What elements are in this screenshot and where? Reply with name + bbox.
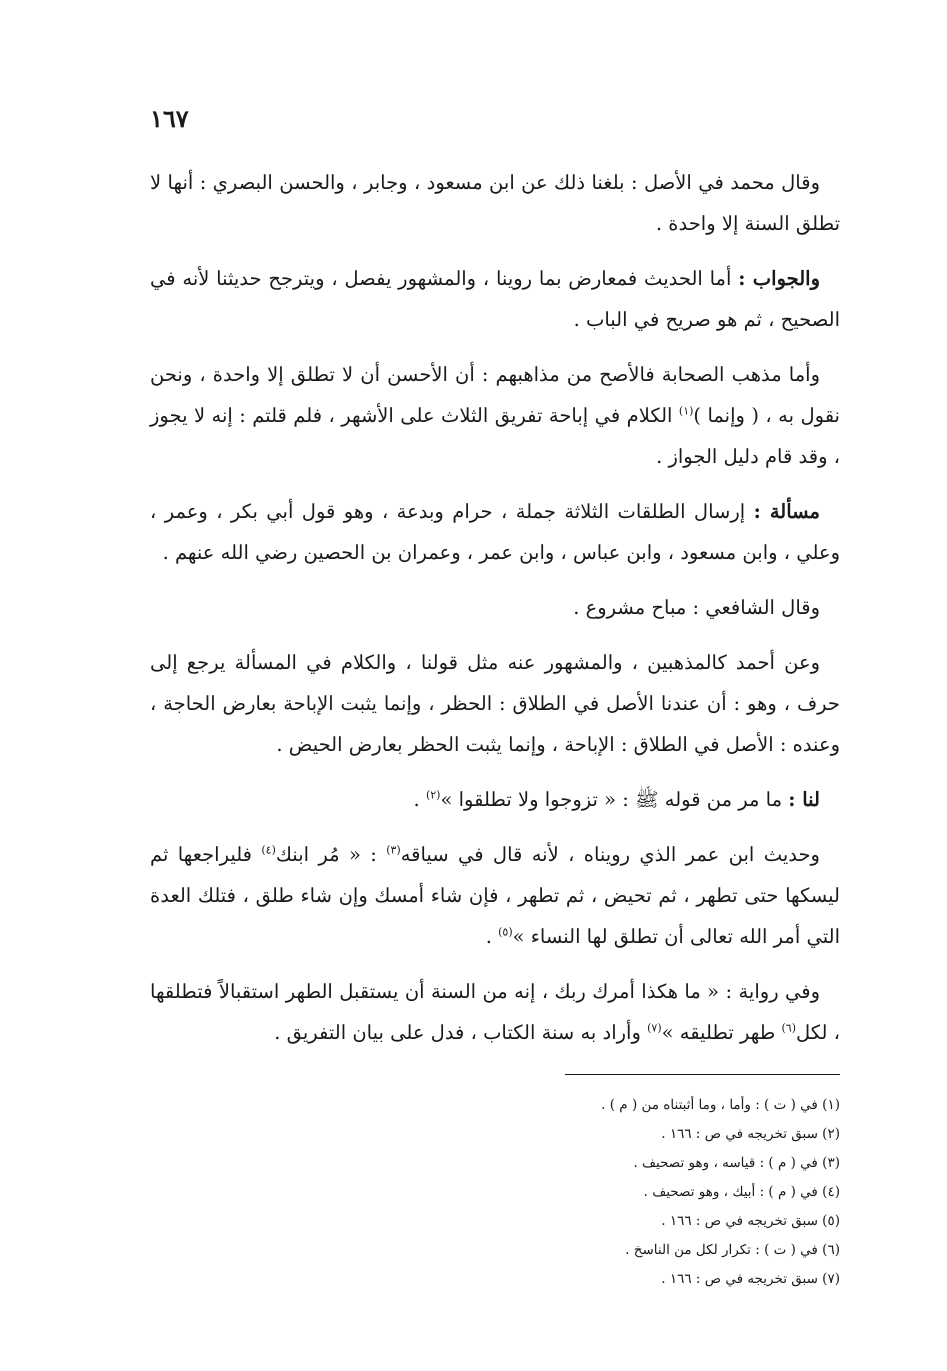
- paragraph-text: وفي رواية : « ما هكذا أمرك ربك ، إنه من السنة أن يستقبل الطهر استقبالاً فتطلقها ، لكل: [150, 980, 840, 1044]
- paragraph-text: وعن أحمد كالمذهبين ، والمشهور عنه مثل قولنا ، والكلام في المسألة يرجع إلى حرف ، وهو : أن عندنا الأصل في الطلاق : الحظر ، وإنما يثبت الإباحة بعارض الحاجة ، وعنده : الأصل في الطلاق : الإباحة ، وإنما يثبت الحظر بعارض الحيض .: [150, 651, 840, 756]
- paragraph-4: [150, 491, 840, 573]
- paragraph-8: [150, 834, 840, 957]
- paragraph-text: وأراد به سنة الكتاب ، فدل على بيان التفريق .: [274, 1021, 648, 1044]
- footnote-ref: (٤): [261, 843, 276, 857]
- footnote-item: (٦) في ( ت ) : تكرار لكل من الناسخ .: [625, 1242, 840, 1258]
- paragraph-text: : « مُر ابنك: [275, 843, 387, 866]
- book-page: [150, 0, 840, 1371]
- paragraph-1: [150, 162, 840, 244]
- footnote-ref: (٦): [781, 1021, 797, 1035]
- paragraph-2: [150, 258, 840, 340]
- footnote-ref: (٣): [386, 843, 401, 857]
- paragraph-text: طهر تطليقه »: [661, 1021, 782, 1044]
- footnote-ref: (٥): [498, 925, 513, 939]
- paragraph-9: [150, 971, 840, 1053]
- main-text: [150, 162, 840, 1067]
- footnote-item: (٢) سبق تخريجه في ص : ١٦٦ .: [661, 1126, 840, 1142]
- paragraph-text: وأما مذهب الصحابة فالأصح من مذاهبهم : أن الأحسن أن لا تطلق إلا واحدة ، ونحن نقول به ، ( وإنما ): [150, 363, 840, 427]
- footnote-item: (١) في ( ت ) : وأما ، وما أثبتناه من ( م ) .: [601, 1097, 840, 1113]
- paragraph-text: وقال محمد في الأصل : بلغنا ذلك عن ابن مسعود ، وجابر ، والحسن البصري : أنها لا تطلق السنة إلا واحدة .: [150, 171, 840, 235]
- footnote-ref: (١): [678, 404, 694, 418]
- footnote-separator: [565, 1074, 840, 1075]
- paragraph-text: فليراجعها ثم ليسكها حتى تطهر ، ثم تحيض ، ثم تطهر ، فإن شاء أمسك وإن شاء طلق ، فتلك العدة التي أمر الله تعالى أن تطلق لها النساء »: [150, 843, 840, 948]
- footnote-ref: (٧): [647, 1021, 662, 1035]
- footnote-item: (٣) في ( م ) : قياسه ، وهو تصحيف .: [633, 1155, 840, 1171]
- paragraph-text: .: [413, 788, 426, 811]
- paragraph-text: ما مر من قوله ﷺ : « تزوجوا ولا تطلقوا »: [440, 788, 789, 811]
- paragraph-text: وقال الشافعي : مباح مشروع .: [573, 596, 820, 619]
- paragraph-text: إرسال الطلقات الثلاثة جملة ، حرام وبدعة ، وهو قول أبي بكر ، وعمر ، وعلي ، وابن مسعود ، وابن عباس ، وابن عمر ، وعمران بن الحصين رضي الله عنهم .: [150, 500, 840, 564]
- paragraph-text: الكلام في إباحة تفريق الثلاث على الأشهر ، فلم قلتم : إنه لا يجوز ، وقد قام دليل الجواز .: [150, 404, 840, 468]
- paragraph-text: وحديث ابن عمر الذي رويناه ، لأنه قال في سياقه: [400, 843, 820, 866]
- paragraph-5: [150, 587, 840, 628]
- paragraph-7: [150, 779, 840, 820]
- footnote-ref: (٢): [425, 788, 441, 802]
- footnote-item: (٥) سبق تخريجه في ص : ١٦٦ .: [661, 1213, 840, 1229]
- footnotes-list: [150, 1091, 840, 1294]
- paragraph-lead: والجواب :: [738, 267, 821, 290]
- footnote-item: (٤) في ( م ) : أبيك ، وهو تصحيف .: [643, 1184, 840, 1200]
- paragraph-lead: مسألة :: [753, 500, 820, 523]
- paragraph-text: أما الحديث فمعارض بما روينا ، والمشهور يفصل ، ويترجح حديثنا لأنه في الصحيح ، ثم هو صريح في الباب .: [150, 267, 840, 331]
- paragraph-lead: لنا :: [788, 788, 820, 811]
- paragraph-text: .: [485, 925, 499, 948]
- paragraph-3: [150, 354, 840, 477]
- page-number: ١٦٧: [150, 104, 189, 133]
- footnote-item: (٧) سبق تخريجه في ص : ١٦٦ .: [661, 1271, 840, 1287]
- paragraph-6: [150, 642, 840, 765]
